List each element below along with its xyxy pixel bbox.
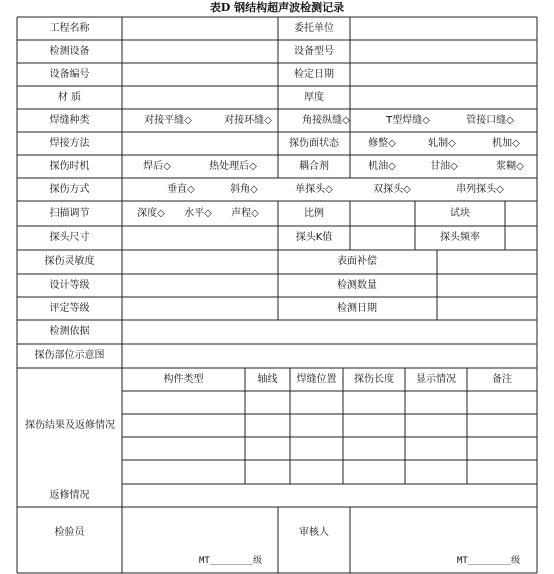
label-design-grade: 设计等级 [49,279,90,291]
mt-level-left: MT________级 [199,556,263,566]
option-surface-state: 修整◇ [368,137,396,149]
option-couplant: 浆糊◇ [496,160,524,172]
label-test-diagram: 探伤部位示意图 [34,350,105,361]
label-equipment-model: 设备型号 [294,45,334,57]
label-test-mode: 探伤方式 [49,183,90,195]
option-scan-adjust: 深度◇ [137,207,165,219]
option-scan-adjust: 声程◇ [231,207,259,219]
option-surface-state: 轧制◇ [428,137,456,149]
label-material: 材 质 [57,91,82,103]
option-couplant: 甘油◇ [430,160,458,172]
option-scan-adjust: 水平◇ [184,207,212,219]
label-probe-size: 探头尺寸 [49,232,90,243]
label-equipment: 检测设备 [49,45,90,57]
label-equipment-no: 设备编号 [49,68,90,80]
label-test-block: 试块 [450,207,470,219]
option-weld-type: T型焊缝◇ [386,114,430,126]
option-weld-type: 对接平缝◇ [144,114,192,126]
label-repair: 返修情况 [49,489,90,501]
mt-level-right: MT________级 [457,556,521,566]
label-project-name: 工程名称 [49,22,90,34]
label-surface-state: 探伤面状态 [289,137,339,149]
label-surface-compensation: 表面补偿 [337,256,377,267]
results-table-header: 焊缝位置 [296,373,337,385]
option-couplant: 机油◇ [368,160,396,172]
option-weld-type: 对接环缝◇ [224,114,272,126]
option-test-mode: 垂直◇ [167,183,195,195]
label-evaluation-grade: 评定等级 [49,302,90,314]
label-scan-adjust: 扫描调节 [49,207,90,219]
label-thickness: 厚度 [304,91,324,103]
label-couplant: 耦合剂 [299,160,329,172]
label-calibration-date: 检定日期 [294,68,334,80]
results-table-header: 构件类型 [163,373,204,385]
label-weld-method: 焊接方法 [49,137,90,149]
label-test-date: 检测日期 [337,302,377,314]
label-probe-frequency: 探头频率 [440,232,480,243]
label-sensitivity: 探伤灵敏度 [44,256,95,267]
label-client: 委托单位 [294,22,334,34]
label-weld-type: 焊缝种类 [49,114,90,126]
label-inspector: 检验员 [54,527,85,538]
option-test-mode: 斜角◇ [230,183,258,195]
label-reviewer: 审核人 [299,527,329,538]
label-test-results: 探伤结果及返修情况 [25,420,115,431]
results-table-header: 备注 [492,373,512,385]
option-weld-type: 管接口缝◇ [466,114,514,126]
option-test-mode: 串列探头◇ [456,183,504,195]
label-ratio: 比例 [304,207,324,219]
option-test-mode: 单探头◇ [295,183,333,195]
option-surface-state: 机加◇ [492,137,520,149]
option-test-timing: 热处理后◇ [209,160,257,172]
option-weld-type: 角接纵缝◇ [302,114,350,126]
option-test-timing: 焊后◇ [143,160,171,172]
results-table-header: 探伤长度 [354,373,394,385]
form-title: 表D 钢结构超声波检测记录 [209,1,345,14]
option-test-mode: 双探头◇ [373,183,411,195]
results-table-header: 轴线 [257,373,278,385]
label-test-timing: 探伤时机 [49,160,90,172]
results-table-header: 显示情况 [416,373,456,385]
label-test-count: 检测数量 [337,279,377,291]
label-test-basis: 检测依据 [49,326,90,337]
label-probe-k: 探头K值 [295,232,333,243]
